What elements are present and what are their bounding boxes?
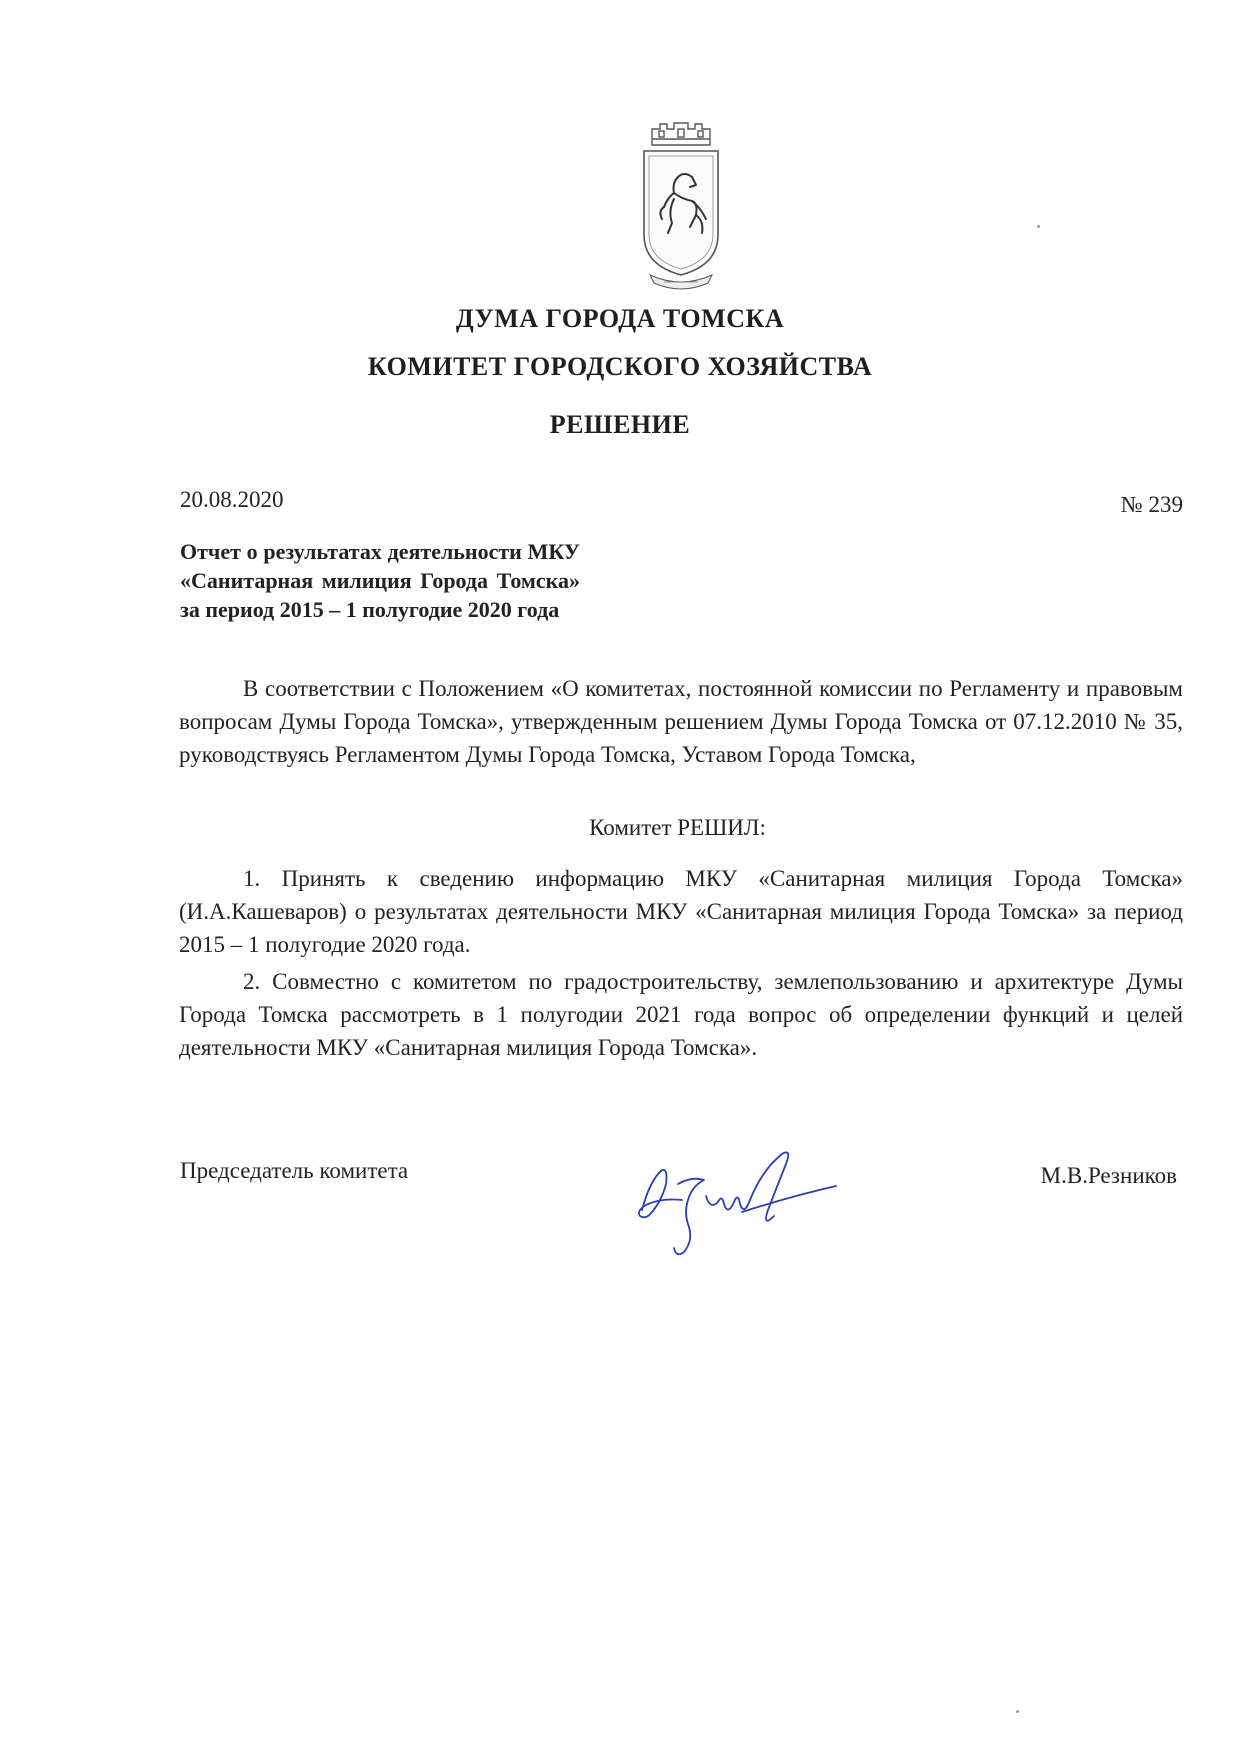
document-type-title: РЕШЕНИЕ bbox=[549, 410, 691, 439]
resolution-item-2: 2. Совместно с комитетом по градостроительству, землепользованию и архитектуре Думы Города Томска рассмотреть в 1 полугодии 2021 года вопрос об определении функций и целей деятельности МКУ «Санитарная милиция Города Томска». bbox=[179, 969, 1183, 1060]
basis-paragraph: В соответствии с Положением «О комитетах, постоянной комиссии по Регламенту и правовым вопросам Думы Города Томска», утвержденным решением Думы Города Томска от 07.12.2010 № 35, руководствуясь Регламентом Думы Города Томска, Уставом Города Томска, bbox=[179, 676, 1183, 767]
document-number: № 239 bbox=[1120, 492, 1183, 517]
signatory-name: М.В.Резников bbox=[1040, 1163, 1177, 1188]
resolved-heading: Комитет РЕШИЛ: bbox=[589, 815, 766, 840]
tomsk-coat-of-arms-icon bbox=[634, 115, 728, 293]
scan-speck bbox=[1016, 1710, 1019, 1713]
signatory-title: Председатель комитета bbox=[180, 1158, 409, 1183]
document-date: 20.08.2020 bbox=[180, 487, 284, 512]
organization-title: ДУМА ГОРОДА ТОМСКА bbox=[455, 304, 785, 333]
document-subject: Отчет о результатах деятельности МКУ «Санитарная милиция Города Томска» за период 2015 – 1 полугодие 2020 года bbox=[180, 539, 580, 622]
committee-title: КОМИТЕТ ГОРОДСКОГО ХОЗЯЙСТВА bbox=[367, 352, 873, 381]
resolution-item-1: 1. Принять к сведению информацию МКУ «Санитарная милиция Города Томска» (И.А.Кашеваров) о результатах деятельности МКУ «Санитарная милиция Города Томска» за период 2015 – 1 полугодие 2020 года. bbox=[179, 866, 1183, 957]
scan-speck bbox=[1037, 225, 1040, 228]
handwritten-signature bbox=[622, 1140, 852, 1260]
